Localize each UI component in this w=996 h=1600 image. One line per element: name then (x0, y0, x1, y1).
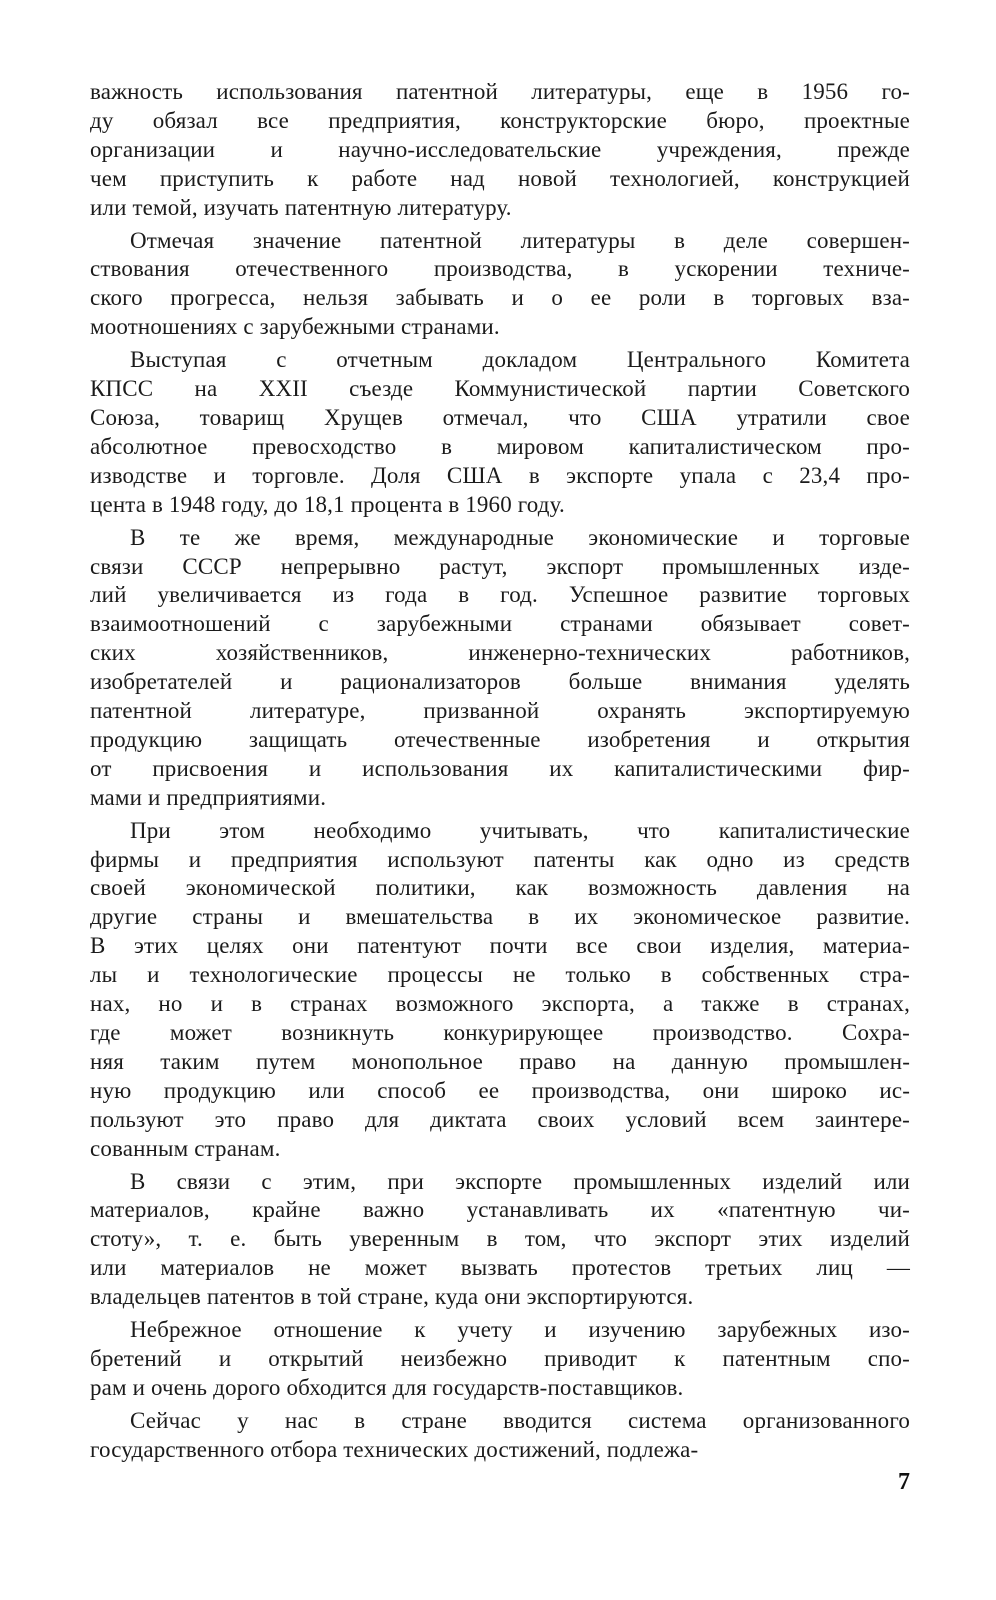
text-line: ских хозяйственников, инженерно-технических работников, (90, 640, 910, 666)
text-line: фирмы и предприятия используют патенты как одно из средств (90, 846, 910, 872)
text-line: В этих целях они патентуют почти все свои изделия, материа- (90, 933, 910, 959)
text-line: бретений и открытий неизбежно приводит к патентным спо- (90, 1345, 910, 1371)
text-line: связи СССР непрерывно растут, экспорт промышленных изде- (90, 553, 910, 579)
text-line: где может возникнуть конкурирующее производство. Сохра- (90, 1020, 910, 1045)
text-line: важность использования патентной литературы, еще в 1956 го- (90, 79, 910, 104)
text-line: сованным странам. (90, 1135, 281, 1161)
paragraph (90, 78, 910, 223)
page-number: 7 (898, 1469, 910, 1495)
text-line: Сейчас у нас в стране вводится система организованного (130, 1407, 910, 1433)
body-text (90, 78, 910, 1469)
text-line: другие страны и вмешательства в их экономическое развитие. (90, 904, 910, 930)
text-line: ную продукцию или способ ее производства, они широко ис- (90, 1077, 910, 1103)
text-line: Отмечая значение патентной литературы в деле совершен- (130, 227, 910, 253)
text-line: мами и предприятиями. (90, 784, 327, 810)
paragraph (90, 1316, 910, 1403)
text-line: ствования отечественного производства, в ускорении техниче- (90, 256, 910, 282)
text-line: Союза, товарищ Хрущев отмечал, что США утратили свое (90, 404, 910, 430)
text-line: рам и очень дорого обходится для государств-поставщиков. (90, 1374, 684, 1400)
paragraph (90, 1168, 910, 1313)
paragraph (90, 524, 910, 813)
text-line: чем приступить к работе над новой технологией, конструкцией (90, 165, 910, 191)
text-line: стоту», т. е. быть уверенным в том, что экспорт этих изделий (90, 1226, 910, 1252)
text-line: взаимоотношений с зарубежными странами обязывает совет- (90, 611, 910, 637)
text-line: пользуют это право для диктата своих условий всем заинтере- (90, 1106, 910, 1132)
text-line: При этом необходимо учитывать, что капиталистические (130, 817, 910, 843)
text-line: В те же время, международные экономические и торговые (130, 524, 910, 550)
paragraph (90, 227, 910, 343)
text-line: Выступая с отчетным докладом Центрального Комитета (130, 347, 910, 373)
paragraph (90, 1407, 910, 1465)
text-line: владельцев патентов в той стране, куда они экспортируются. (90, 1284, 694, 1310)
text-line: Небрежное отношение к учету и изучению зарубежных изо- (130, 1317, 910, 1343)
paragraph (90, 817, 910, 1164)
text-line: своей экономической политики, как возможность давления на (90, 875, 910, 901)
text-line: изобретателей и рационализаторов больше внимания уделять (90, 669, 910, 695)
text-line: лы и технологические процессы не только в собственных стра- (90, 962, 910, 988)
paragraph (90, 346, 910, 519)
text-line: лий увеличивается из года в год. Успешное развитие торговых (90, 582, 910, 608)
text-line: КПСС на XXII съезде Коммунистической партии Советского (90, 376, 910, 402)
text-line: организации и научно-исследовательские учреждения, прежде (90, 136, 910, 162)
text-line: В связи с этим, при экспорте промышленных изделий или (130, 1168, 910, 1194)
text-line: от присвоения и использования их капиталистическими фир- (90, 755, 910, 781)
text-line: абсолютное превосходство в мировом капиталистическом про- (90, 433, 910, 459)
text-line: нах, но и в странах возможного экспорта, а также в странах, (90, 991, 910, 1017)
text-line: ду обязал все предприятия, конструкторские бюро, проектные (90, 107, 910, 133)
text-line: патентной литературе, призванной охранять экспортируемую (90, 698, 910, 724)
text-line: государственного отбора технических достижений, подлежа- (90, 1436, 699, 1462)
text-line: или темой, изучать патентную литературу. (90, 194, 512, 220)
text-line: цента в 1948 году, до 18,1 процента в 1960 году. (90, 491, 565, 517)
text-line: моотношениях с зарубежными странами. (90, 314, 500, 340)
text-line: няя таким путем монопольное право на данную промышлен- (90, 1048, 910, 1074)
text-line: изводстве и торговле. Доля США в экспорте упала с 23,4 про- (90, 462, 910, 488)
text-line: продукцию защищать отечественные изобретения и открытия (90, 726, 910, 752)
text-line: или материалов не может вызвать протестов третьих лиц — (90, 1255, 910, 1281)
text-line: материалов, крайне важно устанавливать их «патентную чи- (90, 1197, 910, 1223)
text-line: ского прогресса, нельзя забывать и о ее роли в торговых вза- (90, 285, 910, 311)
